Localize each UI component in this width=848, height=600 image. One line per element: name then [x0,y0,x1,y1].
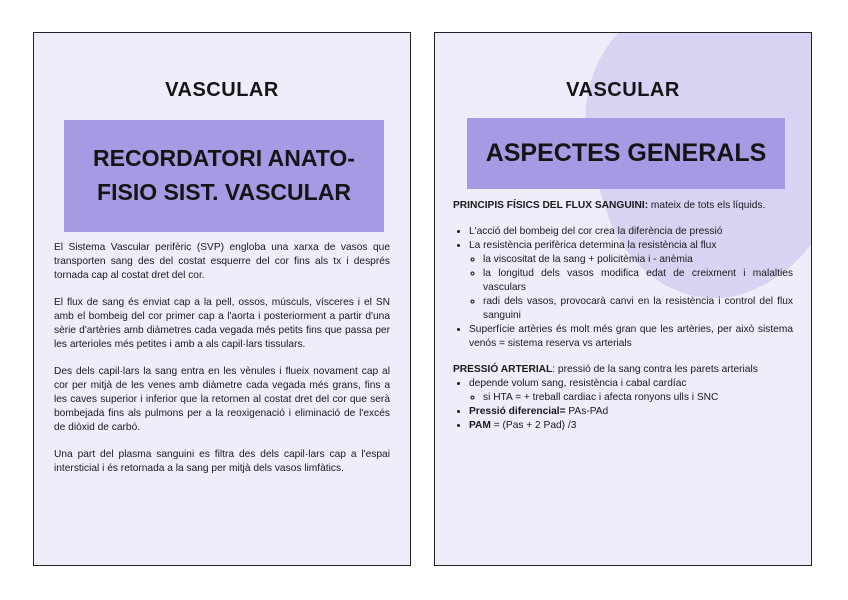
list-item: • L'acció del bombeig del cor crea la diferència de pressió [469,225,793,239]
sublist-item: ◦ radi dels vasos, provocarà canvi en la resistència i control del flux sanguini [483,295,793,323]
principis-text: mateix de tots els líquids. [648,200,766,211]
sublist-item: ◦ si HTA = + treball cardiac i afecta ronyons ulls i SNC [483,391,793,405]
left-paragraph-1: El Sistema Vascular perifèric (SVP) engloba una xarxa de vasos que transporten sang des del costat esquerre del cor fins als tx i després tornada cap al costat dret del cor. [54,242,390,281]
pam-label: PAM [469,420,491,431]
pressio-list [453,377,793,433]
right-title-banner: ASPECTES GENERALS [467,118,785,189]
pam-text: = (Pas + 2 Pad) /3 [490,420,577,431]
left-kicker: VASCULAR [165,79,279,101]
left-title-banner [64,120,384,232]
principis-label: PRINCIPIS FÍSICS DEL FLUX SANGUINI: [453,200,649,211]
left-paragraph-2: El flux de sang és enviat cap a la pell, ossos, músculs, vísceres i el SN amb el bombeig del cor primer cap a l'aorta i posteriorment a partir d'una sèrie d'artèries amb diàmetres cada vegada més petits fins que passa per les arterioles més petites i amb a als capil·lars tissulars. [54,297,390,350]
principis-line [453,199,793,213]
list-item [469,419,793,433]
list-item [469,405,793,419]
pressio-text: : pressió de la sang contra les parets arterials [552,364,758,375]
left-title-line2: FISIO SIST. VASCULAR [97,179,351,205]
list-item-text: depende volum sang, resistència i cabal cardíac [469,378,687,389]
right-body [453,199,793,433]
left-paragraph-3: Des dels capil·lars la sang entra en les vènules i flueix novament cap al cor per mitjà de les venes amb diàmetre cada vegada més grans, fins a les caves superior i inferior que la retornen al costat dret del cor que serà bombejada fins als pulmons per a la reoxigenació i eliminació de l'excés de diòxid de carbó. [54,366,390,433]
right-page [434,32,812,566]
list-item: • Superfície artèries és molt més gran que les artèries, per això sistema venós = sistema reserva vs arterials [469,323,793,351]
right-kicker: VASCULAR [566,79,680,101]
left-body [54,241,390,489]
pressio-line [453,363,793,377]
list-item [469,377,793,405]
list-item-text: La resistència perifèrica determina la resistència al flux [469,240,717,251]
left-title-line1: RECORDATORI ANATO- [93,145,355,171]
left-paragraph-4: Una part del plasma sanguini es filtra des dels capil·lars cap a l'espai intersticial i és retornada a la sang per mitjà dels vasos limfàtics. [54,449,390,474]
sublist-item: ◦ la viscositat de la sang + policitèmia i - anèmia [483,253,793,267]
pa-diff-text: PAs-PAd [565,406,609,417]
pressio-label: PRESSIÓ ARTERIAL [453,364,553,375]
left-page [33,32,411,566]
resistance-sublist [469,253,793,323]
sublist-item: ◦ la longitud dels vasos modifica edat de creixment i malalties vasculars [483,267,793,295]
pa-diff-label: Pressió diferencial= [469,406,566,417]
hta-sublist [469,391,793,405]
list-item [469,239,793,323]
principis-list [453,225,793,351]
